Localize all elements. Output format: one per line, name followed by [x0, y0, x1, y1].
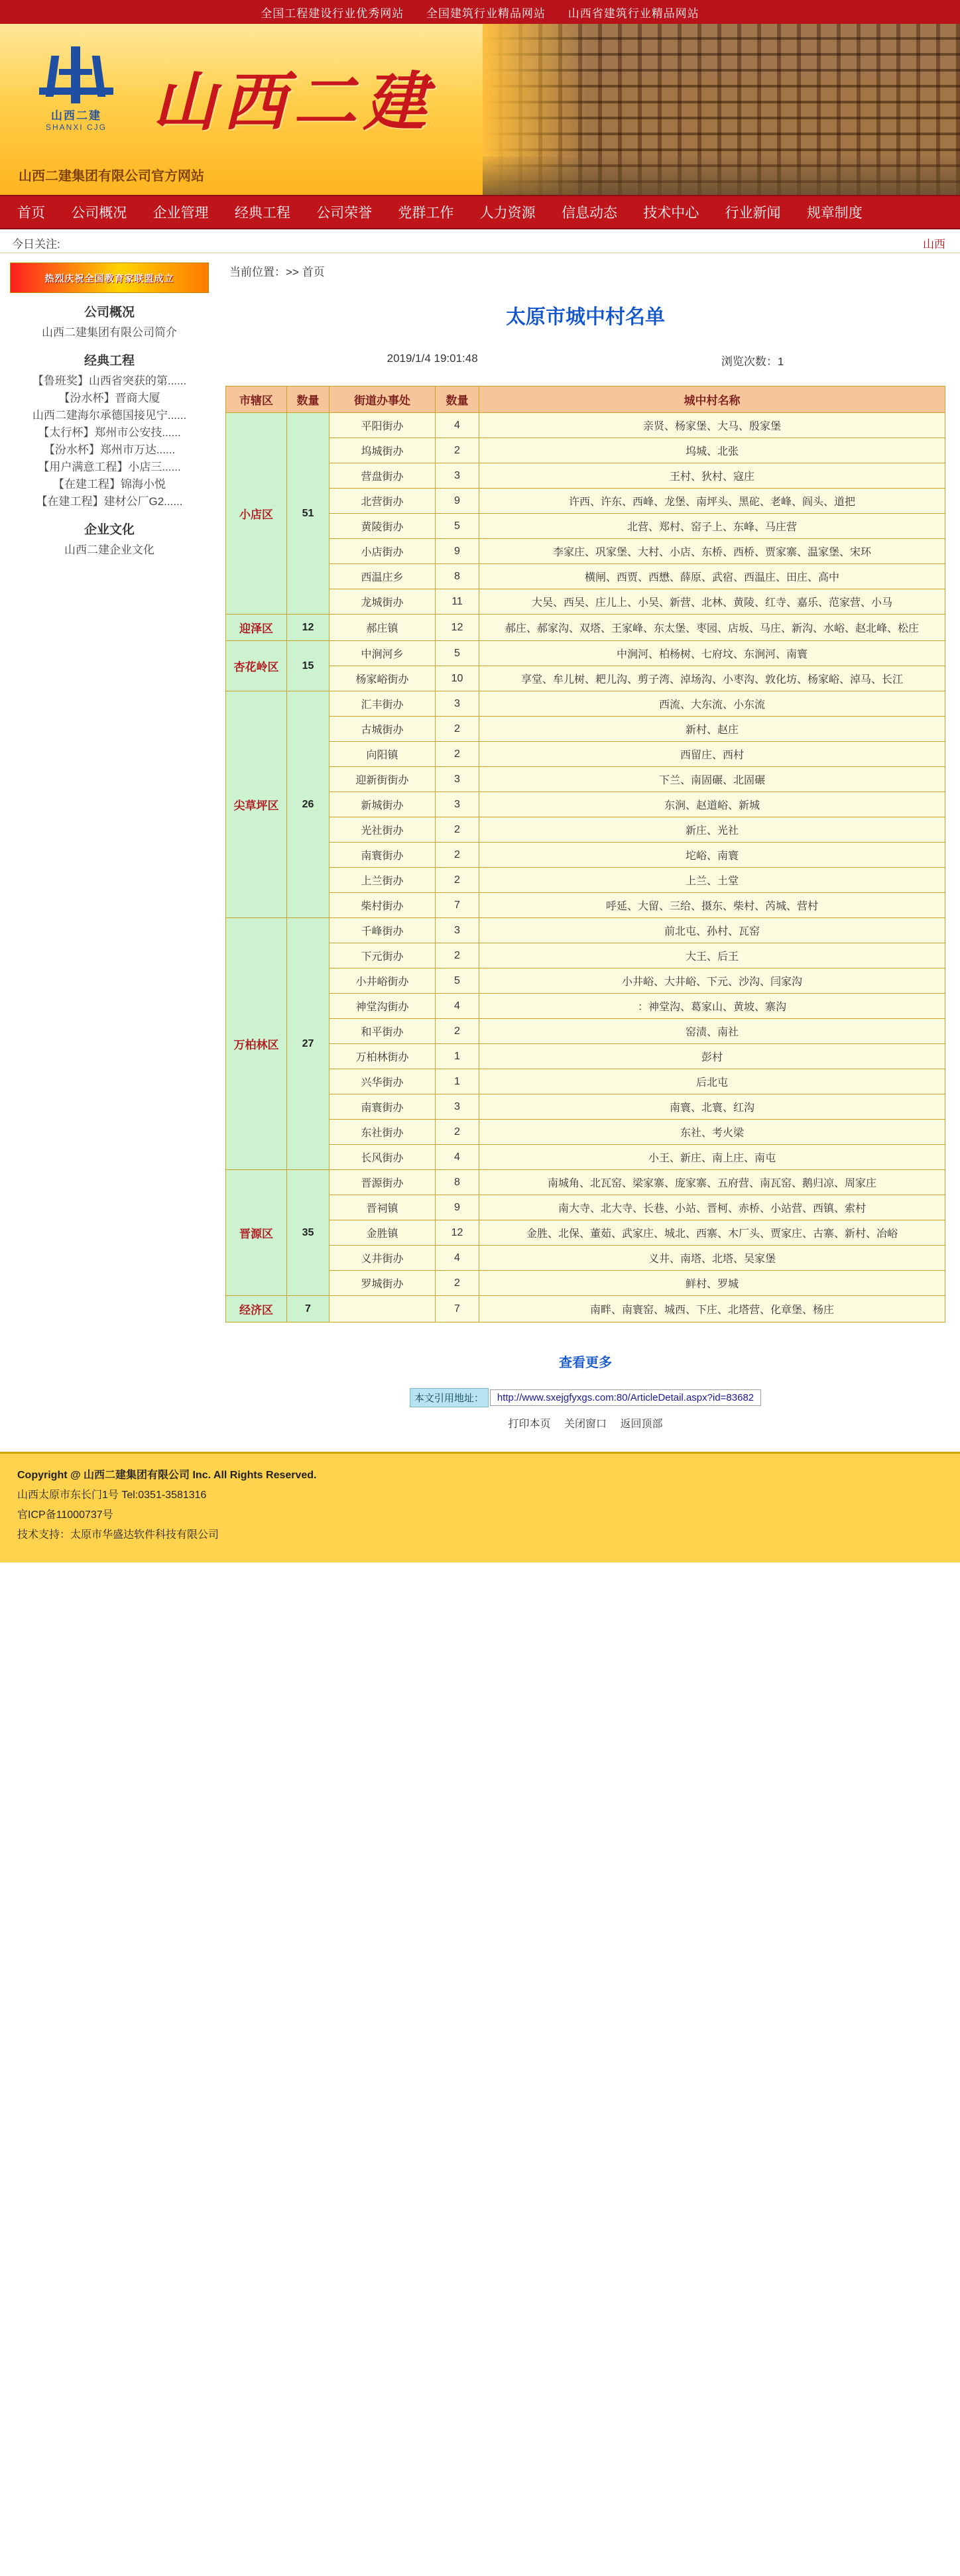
table-head: [226, 386, 945, 413]
cell-village-names: 北营、郑村、窑子上、东峰、马庄营: [479, 514, 945, 539]
cell-village-names: 上兰、土堂: [479, 868, 945, 893]
cell-street-count: 7: [436, 1296, 479, 1322]
table-row: [226, 742, 945, 767]
main-nav: [0, 195, 960, 229]
footer-icp: 官ICP备11000737号: [17, 1509, 113, 1521]
cell-street-count: 12: [436, 1220, 479, 1246]
cell-street: 神堂沟街办: [330, 994, 436, 1019]
table-row: [226, 514, 945, 539]
cell-street: 龙城街办: [330, 589, 436, 615]
sidebar-item-project-7[interactable]: 【在建工程】建材公厂G2......: [36, 495, 183, 508]
cell-village-names: 下兰、南固碾、北固碾: [479, 767, 945, 792]
award-2: 全国建筑行业精品网站: [426, 7, 546, 20]
cell-village-names: 小王、新庄、南上庄、南屯: [479, 1145, 945, 1170]
article-url-label: 本文引用地址：: [410, 1388, 489, 1407]
cell-district: 万柏林区: [226, 918, 287, 1170]
cell-village-names: 李家庄、巩家堡、大村、小店、东桥、西桥、贾家寨、温家堡、宋环: [479, 539, 945, 564]
sidebar-item-project-0[interactable]: 【鲁班奖】山西省突获的第......: [32, 375, 187, 387]
cell-village-names: 窑渍、南社: [479, 1019, 945, 1044]
cell-street: 小井峪街办: [330, 968, 436, 994]
cell-street: 东社街办: [330, 1120, 436, 1145]
cell-village-names: 王村、狄村、寇庄: [479, 463, 945, 489]
cell-village-names: 郝庄、郝家沟、双塔、王家峰、东太堡、枣园、店坂、马庄、新沟、水峪、赵北峰、松庄: [479, 615, 945, 641]
cell-district-count: 7: [287, 1296, 330, 1322]
cell-street-count: 12: [436, 615, 479, 641]
table-row: [226, 918, 945, 943]
table-row: [226, 1246, 945, 1271]
article-views: 浏览次数：1: [721, 355, 784, 368]
logo-text-en: SHANXI CJG: [45, 123, 107, 132]
cell-street-count: 8: [436, 564, 479, 589]
cell-street: 新城街办: [330, 792, 436, 817]
cell-street: 汇丰街办: [330, 691, 436, 717]
table-row: [226, 1120, 945, 1145]
nav-item-enterprise-management[interactable]: 企业管理: [152, 205, 209, 221]
cell-street: 向阳镇: [330, 742, 436, 767]
col-district: 市辖区: [226, 386, 287, 413]
cell-street: 罗城街办: [330, 1271, 436, 1296]
cell-district: 晋源区: [226, 1170, 287, 1296]
focus-right-link[interactable]: 山西: [923, 238, 945, 251]
cell-street: 万柏林街办: [330, 1044, 436, 1069]
table-row: [226, 717, 945, 742]
col-district-count: 数量: [287, 386, 330, 413]
footer-support: 技术支持：太原市华盛达软件科技有限公司: [17, 1529, 219, 1541]
table-row: [226, 1220, 945, 1246]
cell-street-count: 2: [436, 868, 479, 893]
table-row: [226, 489, 945, 514]
nav-item-tech-center[interactable]: 技术中心: [643, 205, 699, 221]
cell-village-names: 南畔、南寰窑、城西、下庄、北塔营、化章堡、杨庄: [479, 1296, 945, 1322]
table-row: [226, 413, 945, 438]
cell-street-count: 5: [436, 641, 479, 666]
award-1: 全国工程建设行业优秀网站: [261, 7, 404, 20]
cell-street-count: 5: [436, 514, 479, 539]
cell-village-names: 南大寺、北大寺、长巷、小站、晋柯、赤桥、小站营、西镇、索村: [479, 1195, 945, 1220]
award-3: 山西省建筑行业精品网站: [568, 7, 699, 20]
cell-street: 下元街办: [330, 943, 436, 968]
cell-street: 南寰街办: [330, 1094, 436, 1120]
article-meta: [265, 352, 906, 369]
cell-street: 和平街办: [330, 1019, 436, 1044]
sidebar-item-project-4[interactable]: 【汾水杯】郑州市万达......: [43, 443, 176, 456]
table-row: [226, 1145, 945, 1170]
cell-street: 北营街办: [330, 489, 436, 514]
sidebar: [0, 253, 219, 1452]
nav-item-honors[interactable]: 公司荣誉: [316, 205, 373, 221]
cell-street-count: 4: [436, 1246, 479, 1271]
cell-street: 千峰街办: [330, 918, 436, 943]
logo-text-cn: 山西二建: [51, 109, 101, 122]
cell-district-count: 26: [287, 691, 330, 918]
cell-street-count: 5: [436, 968, 479, 994]
cell-district: 杏花岭区: [226, 641, 287, 691]
sidebar-group-title: 经典工程: [84, 354, 135, 368]
cell-street: 中涧河乡: [330, 641, 436, 666]
table-row: [226, 539, 945, 564]
cell-street-count: 10: [436, 666, 479, 691]
table-row: [226, 641, 945, 666]
table-row: [226, 589, 945, 615]
cell-street-count: 3: [436, 918, 479, 943]
cell-street: 柴村街办: [330, 893, 436, 918]
table-row: [226, 792, 945, 817]
cell-street: 平阳街办: [330, 413, 436, 438]
table-row: [226, 1069, 945, 1094]
cell-street: [330, 1296, 436, 1322]
table-row: [226, 893, 945, 918]
nav-item-company-profile[interactable]: 公司概况: [71, 205, 127, 221]
cell-village-names: 西留庄、西村: [479, 742, 945, 767]
cell-district: 小店区: [226, 413, 287, 615]
nav-item-party-work[interactable]: 党群工作: [398, 205, 454, 221]
cell-district-count: 35: [287, 1170, 330, 1296]
table-row: [226, 943, 945, 968]
sidebar-item-project-2[interactable]: 山西二建海尔承德国接见宁......: [32, 409, 187, 422]
cell-street: 晋祠镇: [330, 1195, 436, 1220]
table-row: [226, 767, 945, 792]
table-row: [226, 666, 945, 691]
cell-village-names: 享堂、牟儿树、耙儿沟、剪子湾、淖场沟、小枣沟、敦化坊、杨家峪、淖马、长江: [479, 666, 945, 691]
table-row: [226, 1170, 945, 1195]
nav-item-news[interactable]: 信息动态: [561, 205, 617, 221]
breadcrumb[interactable]: 当前位置：>> 首页: [229, 266, 325, 278]
cell-street: 西温庄乡: [330, 564, 436, 589]
cell-street-count: 11: [436, 589, 479, 615]
company-logo[interactable]: [27, 46, 126, 131]
cell-village-names: 中涧河、柏杨树、七府坟、东涧河、南寰: [479, 641, 945, 666]
nav-item-human-resources[interactable]: 人力资源: [479, 205, 536, 221]
cell-village-names: 前北屯、孙村、瓦窑: [479, 918, 945, 943]
sidebar-item-profile-0[interactable]: 山西二建集团有限公司简介: [42, 326, 177, 339]
cell-street: 古城街办: [330, 717, 436, 742]
cell-village-names: 后北屯: [479, 1069, 945, 1094]
cell-street: 义井街办: [330, 1246, 436, 1271]
cell-street-count: 1: [436, 1069, 479, 1094]
table-row: [226, 691, 945, 717]
sidebar-ad-banner[interactable]: 热烈庆祝全国教育家联盟成立: [10, 263, 209, 293]
cell-district-count: 27: [287, 918, 330, 1170]
content-area: [0, 253, 960, 1452]
cell-street-count: 2: [436, 843, 479, 868]
view-more-button[interactable]: 查看更多: [559, 1356, 612, 1370]
cell-district: 迎泽区: [226, 615, 287, 641]
article-url-value[interactable]: http://www.sxejgfyxgs.com:80/ArticleDetail.aspx?id=83682: [490, 1389, 761, 1406]
sidebar-group-company-profile: [4, 302, 215, 341]
cell-street: 迎新街街办: [330, 767, 436, 792]
cell-village-names: 许西、许东、西峰、龙堡、南坪头、黑砣、老峰、阎头、道把: [479, 489, 945, 514]
table-row: [226, 463, 945, 489]
cell-street: 南寰街办: [330, 843, 436, 868]
sidebar-item-project-6[interactable]: 【在建工程】锦海小悦: [53, 478, 166, 491]
table-row: [226, 968, 945, 994]
cell-village-names: 东社、考火梁: [479, 1120, 945, 1145]
cell-village-names: 金胜、北保、董茹、武家庄、城北、西寨、木厂头、贾家庄、古寨、新村、冶峪: [479, 1220, 945, 1246]
nav-item-regulations[interactable]: 规章制度: [806, 205, 863, 221]
sidebar-group-classic-projects: [4, 351, 215, 510]
cell-village-names: 坞城、北张: [479, 438, 945, 463]
cell-street-count: 9: [436, 489, 479, 514]
back-to-top-link[interactable]: 返回顶部: [620, 1419, 663, 1430]
cell-street-count: 2: [436, 943, 479, 968]
table-row: [226, 1094, 945, 1120]
page-title: 太原市城中村名单: [506, 306, 665, 328]
cell-street-count: 4: [436, 994, 479, 1019]
cell-village-names: 横闸、西贾、西懋、薛原、武宿、西温庄、田庄、高中: [479, 564, 945, 589]
col-street: 街道办事处: [330, 386, 436, 413]
cell-street: 兴华街办: [330, 1069, 436, 1094]
village-table: [225, 386, 945, 1322]
col-street-count: 数量: [436, 386, 479, 413]
focus-label: 今日关注:: [12, 238, 60, 251]
cell-district: 经济区: [226, 1296, 287, 1322]
cell-street-count: 3: [436, 1094, 479, 1120]
cell-street-count: 2: [436, 1271, 479, 1296]
cell-district-count: 15: [287, 641, 330, 691]
nav-item-industry-news[interactable]: 行业新闻: [725, 205, 781, 221]
table-row: [226, 438, 945, 463]
table-row: [226, 1019, 945, 1044]
cell-street: 上兰街办: [330, 868, 436, 893]
brand-wordmark: 山西二建: [152, 67, 434, 138]
nav-item-home[interactable]: 首页: [17, 205, 45, 221]
cell-street-count: 2: [436, 817, 479, 843]
cell-street-count: 2: [436, 1120, 479, 1145]
nav-item-classic-projects[interactable]: 经典工程: [234, 205, 290, 221]
article-actions: [225, 1415, 945, 1431]
table-row: [226, 1271, 945, 1296]
table-row: [226, 817, 945, 843]
cell-street-count: 4: [436, 1145, 479, 1170]
cell-village-names: 大王、后王: [479, 943, 945, 968]
cell-street: 黄陵街办: [330, 514, 436, 539]
sidebar-item-project-5[interactable]: 【用户满意工程】小店三......: [38, 461, 181, 473]
site-subtitle: 山西二建集团有限公司官方网站: [19, 169, 204, 184]
cell-district-count: 12: [287, 615, 330, 641]
cell-street-count: 7: [436, 893, 479, 918]
site-footer: [0, 1452, 960, 1562]
main-column: [219, 253, 960, 1452]
cell-village-names: 东涧、赵道峪、新城: [479, 792, 945, 817]
cell-street-count: 9: [436, 539, 479, 564]
focus-bar: [0, 229, 960, 253]
logo-mark-icon: [36, 46, 116, 103]
cell-street: 金胜镇: [330, 1220, 436, 1246]
cell-village-names: 新庄、光社: [479, 817, 945, 843]
cell-village-names: ：神堂沟、葛家山、黄坡、寨沟: [479, 994, 945, 1019]
cell-village-names: 小井峪、大井峪、下元、沙沟、闫家沟: [479, 968, 945, 994]
sidebar-group-culture: [4, 520, 215, 559]
cell-street-count: 4: [436, 413, 479, 438]
cell-village-names: 亲贤、杨家堡、大马、殷家堡: [479, 413, 945, 438]
cell-street: 晋源街办: [330, 1170, 436, 1195]
table-header-row: [226, 386, 945, 413]
cell-street: 杨家峪街办: [330, 666, 436, 691]
footer-copyright: Copyright @ 山西二建集团有限公司 Inc. All Rights Reserved.: [17, 1470, 317, 1481]
cell-street-count: 8: [436, 1170, 479, 1195]
sidebar-group-title: 企业文化: [84, 523, 135, 537]
cell-street-count: 2: [436, 1019, 479, 1044]
cell-village-names: 南寰、北寰、红沟: [479, 1094, 945, 1120]
cell-street-count: 2: [436, 742, 479, 767]
article-date: 2019/1/4 19:01:48: [387, 352, 478, 365]
cell-street: 郝庄镇: [330, 615, 436, 641]
table-body: [226, 413, 945, 1322]
article-url-row: [225, 1388, 945, 1407]
sidebar-item-project-3[interactable]: 【太行杯】郑州市公安技......: [38, 426, 181, 439]
cell-street-count: 3: [436, 792, 479, 817]
cell-street: 小店街办: [330, 539, 436, 564]
cell-street-count: 2: [436, 438, 479, 463]
print-page-link[interactable]: 打印本页: [508, 1419, 551, 1430]
cell-village-names: 彭村: [479, 1044, 945, 1069]
cell-street-count: 1: [436, 1044, 479, 1069]
cell-village-names: 南城角、北瓦窑、梁家寨、庞家寨、五府营、南瓦窑、鹅归凉、周家庄: [479, 1170, 945, 1195]
cell-village-names: 大吴、西吴、庄儿上、小吴、新营、北林、黄陵、红寺、嘉乐、范家营、小马: [479, 589, 945, 615]
cell-street-count: 2: [436, 717, 479, 742]
cell-street: 光社街办: [330, 817, 436, 843]
table-row: [226, 1044, 945, 1069]
col-village-names: 城中村名称: [479, 386, 945, 413]
cell-village-names: 义井、南塔、北塔、吴家堡: [479, 1246, 945, 1271]
cell-street-count: 3: [436, 767, 479, 792]
banner-building-photo: [483, 24, 960, 195]
cell-street: 营盘街办: [330, 463, 436, 489]
table-row: [226, 843, 945, 868]
table-row: [226, 564, 945, 589]
table-row: [226, 615, 945, 641]
table-row: [226, 994, 945, 1019]
cell-village-names: 坨峪、南寰: [479, 843, 945, 868]
footer-address: 山西太原市东长门1号 Tel:0351-3581316: [17, 1490, 207, 1501]
top-award-strip: [0, 0, 960, 24]
cell-street-count: 3: [436, 691, 479, 717]
sidebar-item-project-1[interactable]: 【汾水杯】晋商大厦: [58, 392, 160, 404]
cell-district-count: 51: [287, 413, 330, 615]
site-banner: [0, 24, 960, 195]
table-row: [226, 1296, 945, 1322]
sidebar-item-culture-0[interactable]: 山西二建企业文化: [64, 544, 154, 556]
cell-village-names: 西流、大东流、小东流: [479, 691, 945, 717]
sidebar-group-title: 公司概况: [84, 306, 135, 320]
cell-village-names: 新村、赵庄: [479, 717, 945, 742]
cell-village-names: 鲜村、罗城: [479, 1271, 945, 1296]
cell-district: 尖草坪区: [226, 691, 287, 918]
cell-street: 长风街办: [330, 1145, 436, 1170]
cell-village-names: 呼延、大留、三给、摄东、柴村、芮城、营村: [479, 893, 945, 918]
table-row: [226, 1195, 945, 1220]
cell-street-count: 3: [436, 463, 479, 489]
close-window-link[interactable]: 关闭窗口: [564, 1419, 607, 1430]
cell-street: 坞城街办: [330, 438, 436, 463]
table-row: [226, 868, 945, 893]
cell-street-count: 9: [436, 1195, 479, 1220]
